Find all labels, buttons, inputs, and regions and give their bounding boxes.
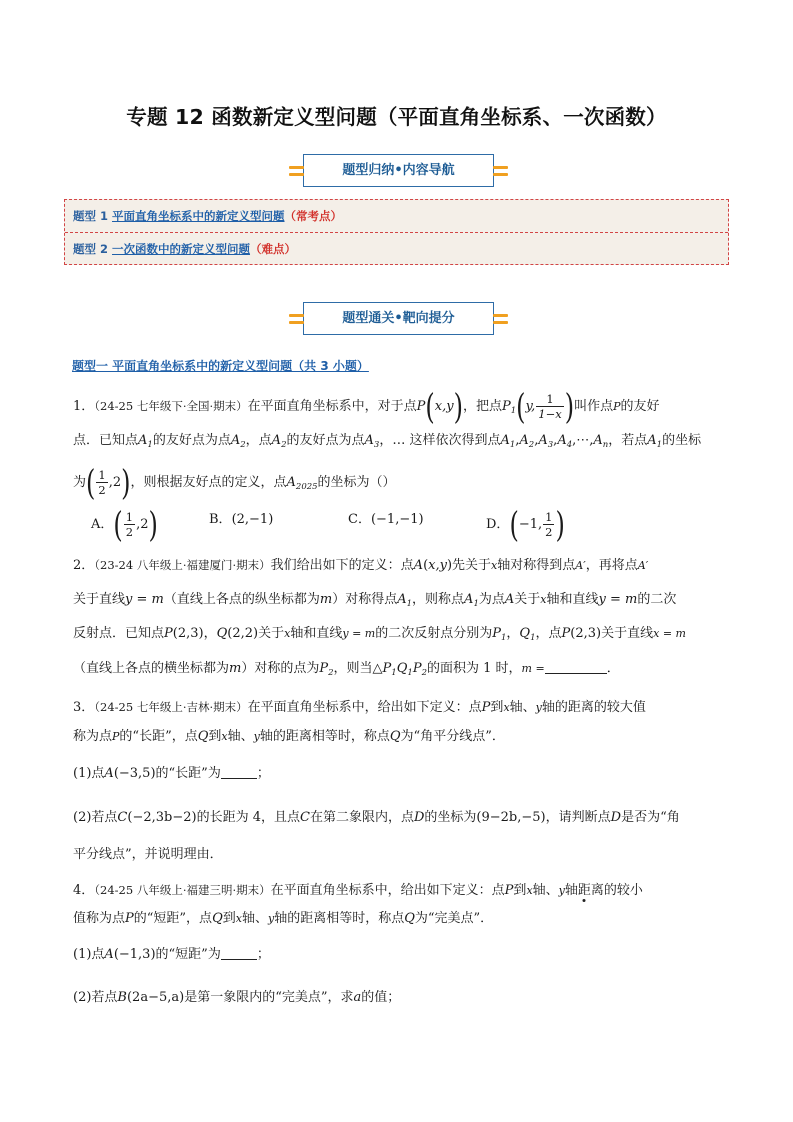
banner-bars-icon bbox=[289, 313, 304, 326]
q2-line-2: 关于直线y = m（直线上各点的纵坐标都为m）对称得点$A_1$，则称点$A_1$为点A关于x轴和直线y = m的二次 bbox=[73, 592, 677, 609]
q4-line-1: 4．（24-25 八年级上·福建三明·期末）在平面直角坐标系中，给出如下定义：点P到x轴、y轴距离的较小 bbox=[73, 883, 643, 898]
q3-part-1: (1)点A(−3,5)的“长距”为 ； bbox=[73, 766, 270, 781]
toc-item-prefix: 题型 1 bbox=[73, 209, 113, 223]
banner-bars-icon bbox=[493, 313, 508, 326]
fraction: $\frac{1}{2}$ bbox=[125, 510, 134, 539]
q4-part-2: (2)若点B(2a−5,a)是第一象限内的“完美点”，求a的值； bbox=[73, 990, 401, 1005]
answer-blank[interactable] bbox=[545, 659, 607, 674]
q3-part-2: (2)若点C(−2,3b−2)的长距为 4，且点C在第二象限内，点D的坐标为(9−2b,−5)，请判断点D是否为“角 bbox=[73, 810, 680, 825]
banner-bars-icon bbox=[493, 165, 508, 178]
practice-banner bbox=[303, 302, 494, 335]
nav-banner bbox=[303, 154, 494, 187]
toc-item-2 bbox=[65, 232, 728, 265]
q1-option-b: B．(2,−1) bbox=[209, 512, 274, 527]
q1-option-a: A．( $\frac{1}{2}$ ,2) bbox=[91, 504, 158, 546]
q3-part-2-cont: 平分线点”，并说明理由． bbox=[73, 847, 223, 862]
q2-line-4: （直线上各点的横坐标都为m）对称的点为$P_2$，则当$\triangle P_1Q_1P_2$的面积为 1 时，m = ． bbox=[73, 661, 620, 678]
toc-item-1 bbox=[65, 200, 728, 232]
q1-line-2: 点．已知点$A_1$的友好点为点$A_2$，点$A_2$的友好点为点$A_3$，… 这样依次得到点$A_1,A_2,A_3,A_4,\cdots,A_n$，若点$A_1$的坐标 bbox=[73, 433, 702, 450]
fraction: $\frac{1}{2}$ bbox=[545, 510, 553, 539]
q1-line-1: 1．（24-25 七年级下·全国·期末）在平面直角坐标系中，对于点P(x,y)，把点$P_1(y$, $\frac{1}{1-x}$ )叫作点P的友好 bbox=[73, 386, 660, 428]
q2-line-1: 2．（23-24 八年级上·福建厦门·期末）我们给出如下的定义：点A(x,y)先关于x轴对称得到点A′，再将点A′ bbox=[73, 558, 649, 573]
q3-line-2: 称为点P的“长距”，点Q到x轴、y轴的距离相等时，称点Q为“角平分线点”． bbox=[73, 729, 505, 744]
toc-difficulty-tag: （常考点） bbox=[284, 209, 343, 223]
toc-difficulty-tag: （难点） bbox=[250, 242, 297, 256]
q4-line-2: 值称为点P的“短距”，点Q到x轴、y轴的距离相等时，称点Q为“完美点”． bbox=[73, 911, 494, 926]
q1-option-c: C．(−1,−1) bbox=[348, 512, 424, 527]
banner-bars-icon bbox=[289, 165, 304, 178]
table-of-contents bbox=[64, 199, 729, 265]
q1-line-3: 为( $\frac{1}{2}$ ,2)，则根据友好点的定义，点$A_{2025}$的坐标为（） bbox=[73, 462, 396, 504]
toc-link-topic-2[interactable]: 一次函数中的新定义型问题 bbox=[112, 242, 251, 256]
nav-banner-label: 题型归纳•内容导航 bbox=[342, 163, 455, 178]
answer-blank[interactable] bbox=[221, 764, 257, 779]
toc-link-topic-1[interactable]: 平面直角坐标系中的新定义型问题 bbox=[112, 209, 285, 223]
answer-blank[interactable] bbox=[221, 945, 257, 960]
q2-line-3: 反射点．已知点P(2,3)，Q(2,2)关于x轴和直线y = m的二次反射点分别为$P_1$，$Q_1$，点P(2,3)关于直线x = m bbox=[73, 626, 686, 643]
section-heading: 题型一 平面直角坐标系中的新定义型问题（共 3 小题） bbox=[72, 359, 369, 373]
fraction: $\frac{1}{2}$ bbox=[98, 468, 106, 497]
page-title: 专题 12 函数新定义型问题（平面直角坐标系、一次函数） bbox=[126, 105, 667, 129]
toc-item-prefix: 题型 2 bbox=[73, 242, 113, 256]
q3-line-1: 3．（24-25 七年级上·吉林·期末）在平面直角坐标系中，给出如下定义：点P到x轴、y轴的距离的较大值 bbox=[73, 700, 646, 715]
q4-part-1: (1)点A(−1,3)的“短距”为 ； bbox=[73, 947, 270, 962]
fraction: $\frac{1}{1-x}$ bbox=[538, 392, 562, 421]
q1-option-d: D．(−1, $\frac{1}{2}$ ) bbox=[486, 504, 565, 546]
practice-banner-label: 题型通关•靶向提分 bbox=[342, 311, 455, 326]
